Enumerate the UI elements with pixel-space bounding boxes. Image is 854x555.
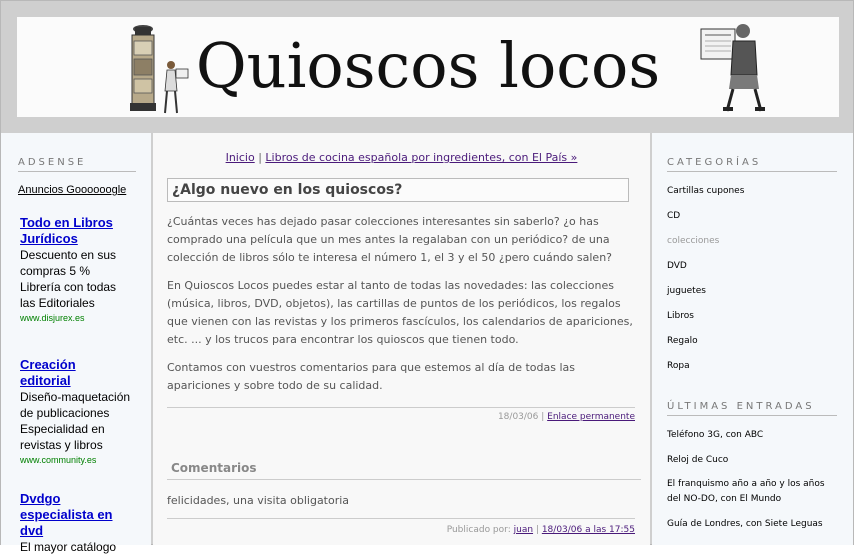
comment-date-link[interactable]: 18/03/06 a las 17:55 — [541, 525, 635, 535]
ad-description — [20, 539, 145, 555]
breadcrumb — [153, 151, 650, 164]
paragraph-line: comprado una película que un mes antes la regalaban con un periódico? de una — [167, 233, 610, 246]
footer-separator: | — [541, 412, 548, 422]
category-link[interactable]: Ropa — [667, 361, 690, 371]
main-content — [153, 133, 650, 545]
entry-line[interactable]: Teléfono 3G, con ABC — [667, 430, 764, 440]
ad-desc-line: Descuento en sus — [20, 248, 117, 262]
latest-entry-link[interactable] — [667, 517, 842, 532]
latest-entries-heading: ÚLTIMAS ENTRADAS — [667, 401, 837, 416]
ad-desc-line: Especialidad en — [20, 422, 105, 436]
breadcrumb-separator: | — [254, 151, 266, 164]
ad-title-line[interactable]: dvd — [20, 523, 44, 538]
adsense-heading: ADSENSE — [18, 157, 136, 172]
paragraph-line: En Quioscos Locos puedes estar al tanto de todas las novedades: las colecciones — [167, 279, 614, 292]
ad-url[interactable]: www.community.es — [20, 455, 97, 465]
ad-desc-line: compras 5 % — [20, 264, 91, 278]
ads-by-google-link[interactable]: Anuncios Goooooogle — [18, 184, 127, 196]
site-title[interactable]: Quioscos locos — [195, 29, 661, 102]
post-paragraph — [167, 277, 637, 349]
category-link[interactable]: Regalo — [667, 336, 698, 346]
ad-title[interactable] — [20, 357, 145, 389]
post-paragraph — [167, 213, 637, 267]
ad-title-line[interactable]: Todo en Libros — [20, 215, 113, 230]
ad-desc-line: Librería con todas — [20, 280, 117, 294]
ad-title-line[interactable]: Dvdgo — [20, 491, 61, 506]
comment-author-link[interactable]: juan — [513, 525, 534, 535]
ad-url[interactable]: www.disjurex.es — [20, 313, 85, 323]
category-link[interactable]: juguetes — [667, 286, 706, 296]
footer-separator: | — [535, 525, 542, 535]
paragraph-line: que vienen con las revistas y los primeros fascículos, los calendarios de apariciones, — [167, 315, 633, 328]
ad-title[interactable] — [20, 215, 145, 247]
permalink-link[interactable]: Enlace permanente — [547, 412, 635, 422]
paragraph-line: ¿Cuántas veces has dejado pasar colecciones interesantes sin saberlo? ¿o has — [167, 215, 599, 228]
category-link[interactable]: DVD — [667, 261, 687, 271]
post-date: 18/03/06 — [497, 412, 539, 422]
published-by-label: Publicado por: — [446, 525, 511, 535]
post-title: ¿Algo nuevo en los quioscos? — [167, 178, 629, 202]
entry-line[interactable]: Guía de Londres, con Siete Leguas — [667, 519, 823, 529]
newspaper-reader-illustration — [697, 19, 767, 117]
entry-line[interactable]: Reloj de Cuco — [667, 455, 729, 465]
paragraph-line: (música, libros, DVD, objetos), las cartillas de puntos de los periódicos, los regalos — [167, 297, 621, 310]
ad-description — [20, 247, 145, 311]
ad-title-line[interactable]: Creación — [20, 357, 76, 372]
categories-heading: CATEGORÍAS — [667, 157, 837, 172]
left-sidebar — [1, 133, 151, 554]
header-banner — [17, 17, 839, 117]
entry-line[interactable]: del NO-DO, con El Mundo — [667, 494, 782, 504]
comments-heading: Comentarios — [167, 461, 641, 480]
latest-entry-link[interactable] — [667, 428, 842, 443]
paragraph-line: apariciones y sobre todo de su calidad. — [167, 379, 383, 392]
ad-block[interactable] — [20, 357, 145, 467]
ad-desc-line: El mayor catálogo — [20, 540, 117, 554]
comment-footer — [167, 518, 635, 535]
ad-desc-line: las Editoriales — [20, 296, 95, 310]
ad-block[interactable] — [20, 491, 145, 555]
ad-title-line[interactable]: Jurídicos — [20, 231, 78, 246]
paragraph-line: Contamos con vuestros comentarios para que estemos al día de todas las — [167, 361, 575, 374]
category-link[interactable]: Libros — [667, 311, 694, 321]
paragraph-line: colección de libros sólo te interesa el número 1, el 3 y el 50 ¿pero cuándo salen? — [167, 251, 613, 264]
ad-description — [20, 389, 145, 453]
ad-title-line[interactable]: especialista en — [20, 507, 113, 522]
category-link[interactable]: CD — [667, 211, 681, 221]
ad-desc-line: revistas y libros — [20, 438, 103, 452]
post-footer — [167, 407, 635, 422]
right-sidebar — [652, 133, 853, 545]
breadcrumb-next-post-link[interactable]: Libros de cocina española por ingredientes, con El País » — [265, 151, 578, 164]
entry-line[interactable]: El franquismo año a año y los años — [667, 479, 825, 489]
post-paragraph — [167, 359, 637, 395]
comment-text: felicidades, una visita obligatoria — [167, 494, 350, 507]
ad-title-line[interactable]: editorial — [20, 373, 71, 388]
latest-entry-link[interactable] — [667, 453, 842, 468]
ad-desc-line: Diseño-maquetación — [20, 390, 131, 404]
ad-desc-line: de publicaciones — [20, 406, 110, 420]
breadcrumb-home-link[interactable]: Inicio — [225, 151, 255, 164]
category-link[interactable]: Cartillas cupones — [667, 186, 745, 196]
ad-title[interactable] — [20, 491, 145, 539]
latest-entry-link[interactable] — [667, 477, 842, 507]
category-link[interactable]: colecciones — [667, 236, 720, 246]
ad-block[interactable] — [20, 215, 145, 325]
paragraph-line: etc. ... y los trucos para encontrar los quioscos que tienen todo. — [167, 333, 519, 346]
